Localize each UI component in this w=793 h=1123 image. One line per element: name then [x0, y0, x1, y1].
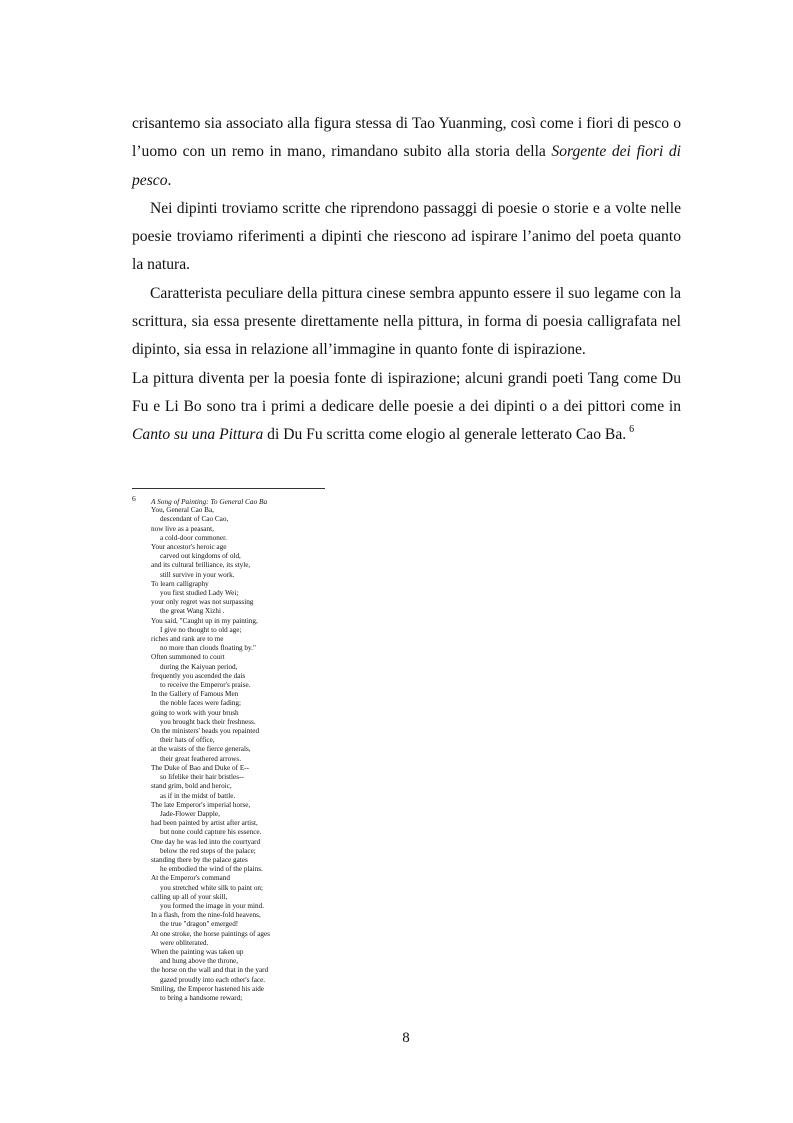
poem-line: riches and rank are to me [151, 635, 224, 644]
poem-line: The late Emperor's imperial horse, [151, 800, 251, 809]
poem-line: When the painting was taken up [151, 947, 244, 956]
poem-line: the noble faces were fading; [160, 699, 242, 708]
paragraph [132, 110, 681, 195]
poem-line: On the ministers' heads you repainted [151, 727, 260, 736]
poem-line: Jade-Flower Dapple, [160, 809, 220, 818]
poem-line: were obliterated. [160, 938, 209, 947]
paragraph-text: Caratterista peculiare della pittura cinese sembra appunto essere il suo legame con la scrittura, sia essa presente direttamente nella pittura, in forma di poesia calligrafata nel dipinto, sia essa in relazione all’immagine in quanto fonte di ispirazione. [132, 284, 681, 359]
poem-line: a cold-door commoner. [160, 533, 227, 542]
poem-line: You, General Cao Ba, [151, 506, 214, 515]
poem-line: now live as a peasant, [151, 524, 214, 533]
work-title: Canto su una Pittura [132, 426, 264, 444]
poem-line: The Duke of Bao and Duke of E-- [151, 763, 249, 772]
poem-line: still survive in your work. [160, 570, 235, 579]
poem-line: descendant of Cao Cao, [160, 515, 229, 524]
poem-line: their hats of office, [160, 736, 215, 745]
paragraph-text: di Du Fu scritta come elogio al generale letterato Cao Ba. [263, 426, 627, 444]
poem-line: I give no thought to old age; [160, 625, 242, 634]
poem-line: had been painted by artist after artist, [151, 819, 258, 828]
poem-line: the great Wang Xizhi . [160, 607, 225, 616]
poem-line: below the red steps of the palace; [160, 846, 256, 855]
poem-line: the horse on the wall and that in the yard [151, 966, 269, 975]
poem-line: At one stroke, the horse paintings of ages [151, 929, 270, 938]
poem-line: gazed proudly into each other's face. [160, 975, 266, 984]
footnote-reference: 6 [629, 424, 635, 436]
poem-line: One day he was led into the courtyard [151, 837, 261, 846]
paragraph [132, 195, 681, 280]
poem-line: you formed the image in your mind. [160, 901, 264, 910]
poem-line: so lifelike their hair bristles-- [160, 773, 244, 782]
paragraph-text: crisantemo sia associato alla figura stessa di Tao Yuanming, così come i fiori di pesco o l’uomo con un remo in mano, rimandano subito alla storia della [132, 115, 681, 161]
footnote [132, 494, 432, 1003]
poem-line: In the Gallery of Famous Men [151, 690, 239, 699]
poem-line: Often summoned to court [151, 653, 225, 662]
paragraph-text: La pittura diventa per la poesia fonte di ispirazione; alcuni grandi poeti Tang come Du Fu e Li Bo sono tra i primi a dedicare delle poesie a dei dipinti o a dei pittori come in [132, 369, 681, 415]
poem-line: calling up all of your skill, [151, 892, 228, 901]
poem-line: Your ancestor's heroic age [151, 543, 227, 552]
poem-line: and hung above the throne, [160, 957, 239, 966]
poem-line: standing there by the palace gates [151, 855, 248, 864]
footnote-number: 6 [132, 494, 136, 503]
paragraph [132, 280, 681, 365]
poem-line: to bring a handsome reward; [160, 993, 243, 1002]
poem-line: In a flash, from the nine-fold heavens, [151, 911, 261, 920]
poem-line: frequently you ascended the dais [151, 671, 246, 680]
poem-line: you stretched white silk to paint on; [160, 883, 264, 892]
paragraph-text: Nei dipinti troviamo scritte che riprendono passaggi di poesie o storie e a volte nelle poesie troviamo riferimenti a dipinti che riescono ad ispirare l’animo del poeta quanto la natura. [132, 199, 681, 274]
footnote-poem [151, 506, 432, 1003]
poem-line: stand grim, bold and heroic, [151, 782, 232, 791]
footnote-title: A Song of Painting: To General Cao Ba [151, 497, 268, 506]
poem-line: your only regret was not surpassing [151, 598, 254, 607]
poem-line: you brought back their freshness. [160, 717, 256, 726]
poem-line: as if in the midst of battle. [160, 791, 236, 800]
poem-line: going to work with your brush [151, 708, 239, 717]
poem-line: at the waists of the fierce generals, [151, 745, 251, 754]
poem-line: but none could capture his essence. [160, 828, 262, 837]
poem-line: during the Kaiyuan period, [160, 662, 238, 671]
poem-line: and its cultural brilliance, its style, [151, 561, 251, 570]
poem-line: the true "dragon" emerged! [160, 920, 239, 929]
paragraph-text: . [167, 171, 172, 189]
poem-line: you first studied Lady Wei; [160, 589, 239, 598]
poem-line: their great feathered arrows. [160, 754, 242, 763]
body-text [132, 110, 681, 452]
footnote-separator [132, 488, 325, 489]
poem-line: carved out kingdoms of old, [160, 552, 241, 561]
poem-line: To learn calligraphy [151, 579, 209, 588]
poem-line: You said, "Caught up in my painting, [151, 616, 258, 625]
poem-line: At the Emperor's command [151, 874, 230, 883]
paragraph [132, 365, 681, 452]
page-number: 8 [402, 1030, 410, 1046]
work-title: Sorgente dei fiori di pesco [132, 143, 682, 189]
poem-line: to receive the Emperor's praise. [160, 681, 251, 690]
poem-line: Smiling, the Emperor hastened his aide [151, 984, 264, 993]
poem-line: no more than clouds floating by." [160, 644, 256, 653]
poem-line: he embodied the wind of the plains. [160, 865, 263, 874]
